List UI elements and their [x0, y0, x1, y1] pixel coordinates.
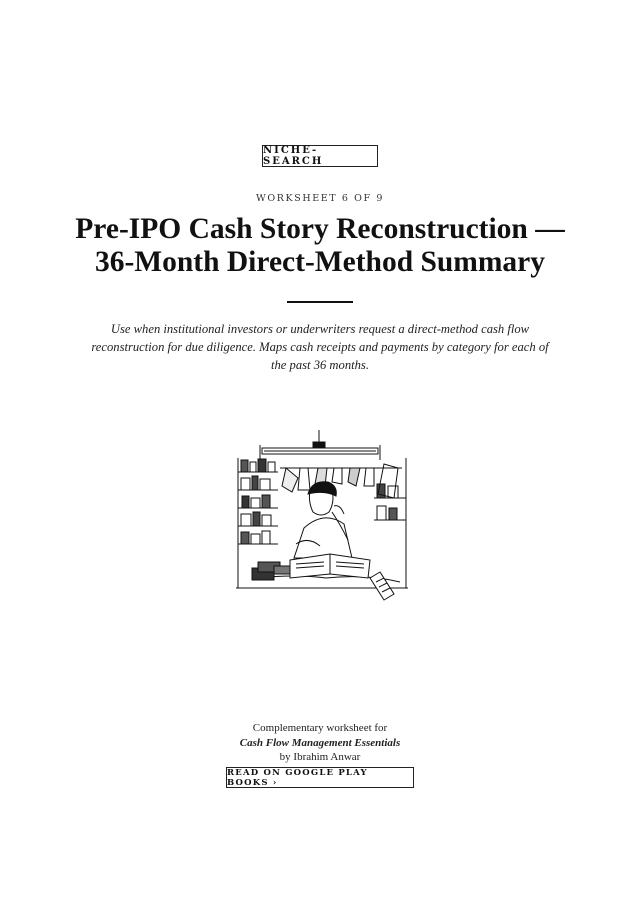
title-line-1: Pre-IPO Cash Story Reconstruction —	[75, 213, 565, 245]
description: Use when institutional investors or underwriters request a direct-method cash flow reconstruction for due diligence. Maps cash receipts and payments by category for each of the past 36 months.	[91, 322, 549, 372]
footer-intro: Complementary worksheet for	[252, 722, 388, 734]
title-line-2: 36-Month Direct-Method Summary	[94, 246, 546, 278]
brand-label: NICHE-SEARCH	[263, 145, 324, 167]
book-author: by Ibrahim Anwar	[279, 751, 361, 763]
worksheet-counter: WORKSHEET 6 OF 9	[256, 193, 384, 204]
book-title: Cash Flow Management Essentials	[239, 737, 401, 749]
read-on-google-play-button[interactable]	[226, 767, 414, 788]
shopkeeper-ledger-illustration	[234, 428, 410, 604]
title-divider	[287, 301, 353, 303]
page-title	[40, 213, 600, 279]
read-button-label: READ ON GOOGLE PLAY BOOKS ›	[227, 767, 368, 788]
brand-badge	[262, 145, 378, 167]
